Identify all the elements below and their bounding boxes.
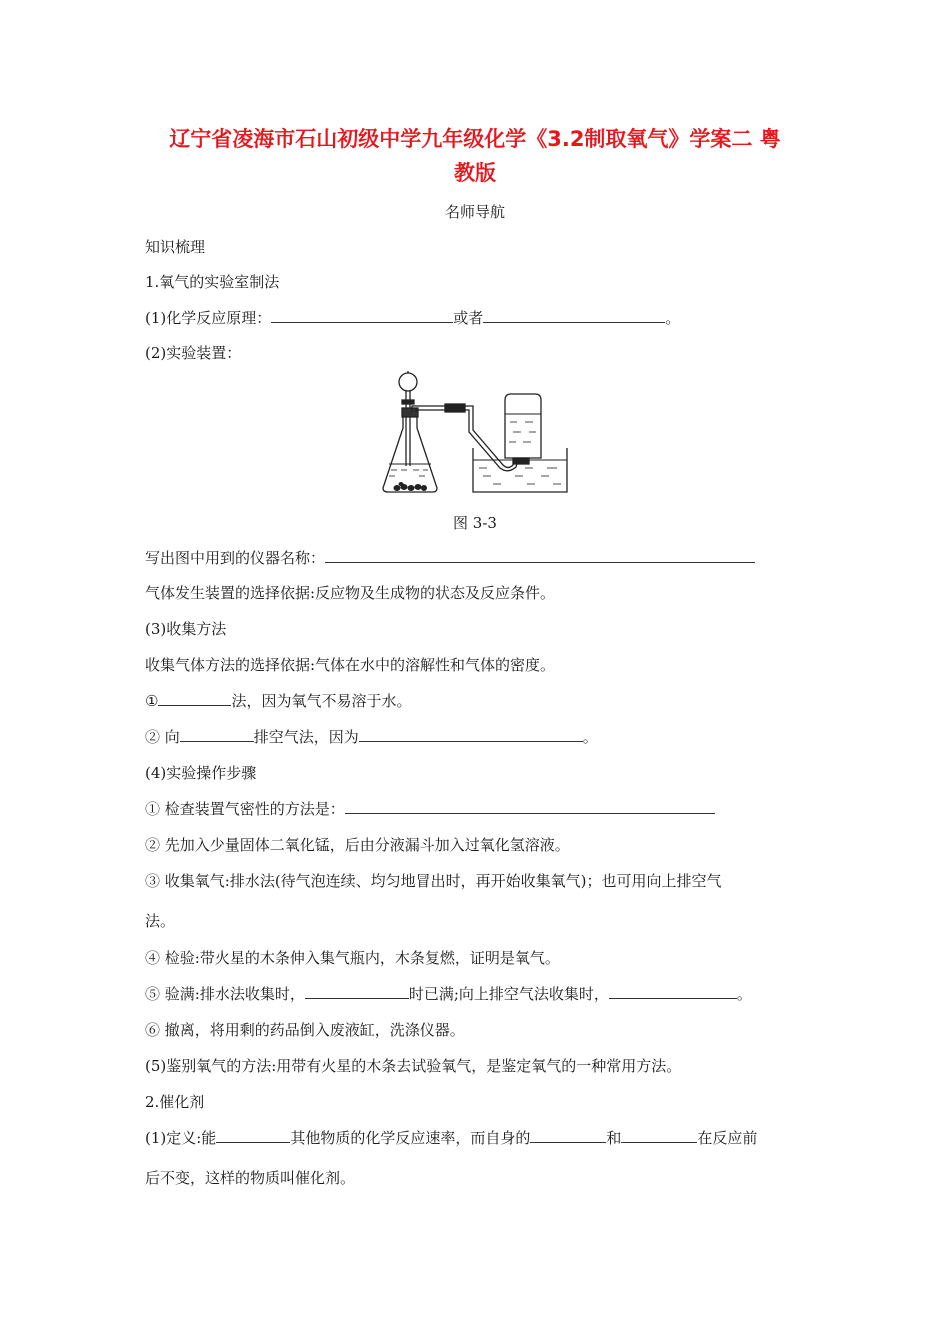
method1-prefix: ① — [145, 692, 159, 710]
step2: ② 先加入少量固体二氧化锰，后由分液漏斗加入过氧化氢溶液。 — [145, 836, 570, 854]
step4: ④ 检验:带火星的木条伸入集气瓶内，木条复燃，证明是氧气。 — [145, 949, 560, 967]
step5-blank-1[interactable] — [305, 984, 409, 999]
step3-line2: 法。 — [145, 912, 176, 930]
instrument-names-label: 写出图中用到的仪器名称： — [145, 549, 326, 567]
step1-line — [145, 798, 715, 819]
step6: ⑥ 撤离，将用剩的药品倒入废液缸，洗涤仪器。 — [145, 1021, 465, 1039]
def-suffix: 在反应前 — [697, 1129, 758, 1147]
def-blank-3[interactable] — [621, 1128, 697, 1143]
water-trough — [473, 448, 567, 492]
oxygen-apparatus-figure — [375, 370, 575, 496]
manganese-dioxide-particles — [394, 482, 428, 491]
def-mid: 其他物质的化学反应速率，而自身的 — [290, 1129, 531, 1147]
step5-line — [145, 983, 752, 1004]
instrument-names-blank[interactable] — [325, 548, 755, 563]
def-blank-2[interactable] — [530, 1128, 606, 1143]
def-prefix: (1)定义:能 — [145, 1129, 217, 1147]
method2-mid: 排空气法，因为 — [253, 728, 359, 746]
method1-blank[interactable] — [158, 691, 231, 706]
knowledge-heading: 知识梳理 — [145, 238, 206, 256]
method1-suffix: 法，因为氧气不易溶于水。 — [231, 692, 412, 710]
collection-heading: (3)收集方法 — [145, 620, 227, 638]
funnel-bulb — [399, 373, 417, 391]
title-line-2: 教版 — [454, 161, 496, 185]
title-line-1: 辽宁省凌海市石山初级中学九年级化学《3.2制取氧气》学案二 粤 — [169, 127, 781, 151]
principle-blank-1[interactable] — [271, 308, 453, 323]
generator-basis: 气体发生装置的选择依据:反应物及生成物的状态及反应条件。 — [145, 584, 556, 602]
period: 。 — [582, 728, 598, 746]
figure-caption: 图 3-3 — [453, 514, 497, 532]
gas-collecting-bottle — [505, 394, 541, 458]
step5-mid: 时已满;向上排空气法收集时， — [408, 985, 609, 1003]
item2-heading: 2.催化剂 — [145, 1093, 205, 1111]
identify-method: (5)鉴别氧气的方法:用带有火星的木条去试验氧气，是鉴定氧气的一种常用方法。 — [145, 1057, 682, 1075]
def-and: 和 — [606, 1129, 622, 1147]
principle-label: (1)化学反应原理： — [145, 309, 272, 327]
principle-line — [145, 307, 680, 328]
step5-prefix: ⑤ 验满:排水法收集时， — [145, 985, 305, 1003]
method2-prefix: ② 向 — [145, 728, 180, 746]
document-title — [130, 122, 820, 190]
rubber-connector — [445, 404, 465, 412]
method2-blank-2[interactable] — [359, 727, 583, 742]
step1-label: ① 检查装置气密性的方法是： — [145, 800, 345, 818]
step5-blank-2[interactable] — [609, 984, 737, 999]
method1-line — [145, 690, 411, 711]
period: 。 — [665, 309, 681, 327]
funnel-stopcock — [402, 400, 414, 404]
period: 。 — [736, 985, 752, 1003]
bottle-support — [513, 458, 529, 464]
steps-heading: (4)实验操作步骤 — [145, 764, 257, 782]
method2-blank-1[interactable] — [180, 727, 254, 742]
item1-heading: 1.氧气的实验室制法 — [145, 273, 280, 291]
principle-blank-2[interactable] — [483, 308, 665, 323]
section-header: 名师导航 — [444, 203, 505, 221]
instrument-names-line — [145, 547, 755, 568]
def-blank-1[interactable] — [216, 1128, 290, 1143]
apparatus-label: (2)实验装置： — [145, 344, 242, 362]
collection-basis: 收集气体方法的选择依据:气体在水中的溶解性和气体的密度。 — [145, 656, 556, 674]
definition-line1 — [145, 1127, 757, 1148]
step1-blank[interactable] — [345, 799, 715, 814]
step3-line1: ③ 收集氧气:排水法(待气泡连续、均匀地冒出时，再开始收集氧气)；也可用向上排空气 — [145, 872, 722, 890]
method2-line — [145, 726, 598, 747]
principle-or: 或者 — [453, 309, 484, 327]
definition-line2: 后不变，这样的物质叫催化剂。 — [145, 1169, 356, 1187]
